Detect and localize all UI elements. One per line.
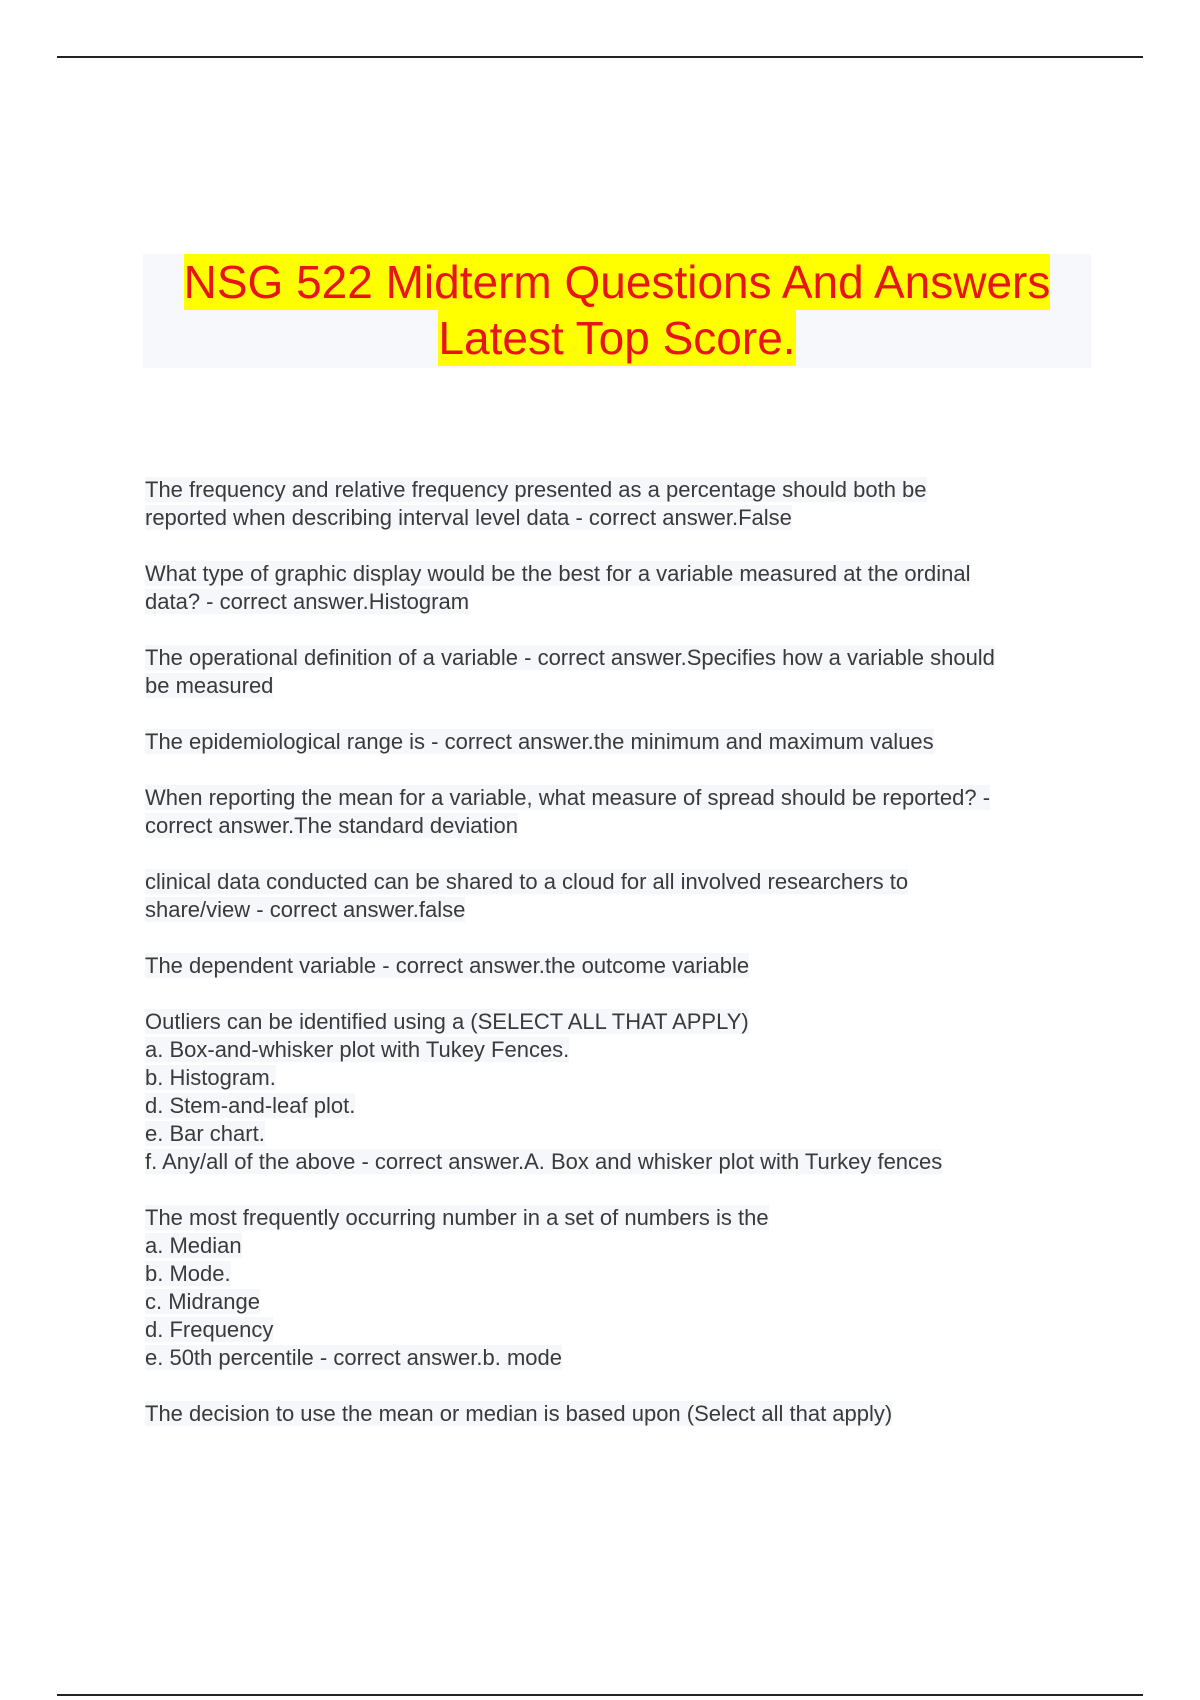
qa-line-text: be measured: [145, 673, 274, 698]
qa-line-text: What type of graphic display would be the best for a variable measured at the ordinal: [145, 561, 971, 586]
qa-line-text: b. Mode.: [145, 1261, 231, 1286]
qa-line-text: The frequency and relative frequency presented as a percentage should both be: [145, 477, 927, 502]
qa-item: [145, 952, 1095, 980]
qa-line-text: reported when describing interval level data - correct answer.False: [145, 505, 792, 530]
qa-item: [145, 1400, 1095, 1428]
qa-line-text: share/view - correct answer.false: [145, 897, 466, 922]
qa-line: [145, 1120, 1095, 1148]
qa-line-text: correct answer.The standard deviation: [145, 813, 518, 838]
qa-line-text: When reporting the mean for a variable, what measure of spread should be reported? -: [145, 785, 991, 810]
qa-item: [145, 560, 1095, 616]
title-line-2: Latest Top Score.: [438, 312, 796, 364]
qa-line: [145, 1288, 1095, 1316]
qa-line: [145, 644, 1095, 672]
qa-line-text: d. Stem-and-leaf plot.: [145, 1093, 356, 1118]
top-rule: [57, 56, 1143, 58]
qa-item: [145, 1204, 1095, 1372]
title-line-1: NSG 522 Midterm Questions And Answers: [183, 256, 1051, 308]
qa-line: [145, 1344, 1095, 1372]
qa-line-text: a. Median: [145, 1233, 242, 1258]
qa-line-text: c. Midrange: [145, 1289, 260, 1314]
qa-line-text: The dependent variable - correct answer.the outcome variable: [145, 953, 750, 978]
qa-line: [145, 1092, 1095, 1120]
qa-line-text: The most frequently occurring number in a set of numbers is the: [145, 1205, 769, 1230]
qa-line: [145, 1064, 1095, 1092]
qa-line-text: b. Histogram.: [145, 1065, 276, 1090]
qa-line: [145, 784, 1095, 812]
qa-line: [145, 476, 1095, 504]
qa-line-text: a. Box-and-whisker plot with Tukey Fences.: [145, 1037, 570, 1062]
qa-item: [145, 476, 1095, 532]
document-title: [143, 254, 1091, 368]
qa-line-text: data? - correct answer.Histogram: [145, 589, 470, 614]
qa-line: [145, 1148, 1095, 1176]
qa-line: [145, 1036, 1095, 1064]
qa-line: [145, 1232, 1095, 1260]
qa-item: [145, 644, 1095, 700]
qa-line-text: The operational definition of a variable - correct answer.Specifies how a variable should: [145, 645, 995, 670]
qa-line-text: Outliers can be identified using a (SELECT ALL THAT APPLY): [145, 1009, 749, 1034]
qa-line-text: The decision to use the mean or median is based upon (Select all that apply): [145, 1401, 893, 1426]
qa-line: [145, 1316, 1095, 1344]
qa-item: [145, 868, 1095, 924]
qa-line: [145, 896, 1095, 924]
qa-line: [145, 1260, 1095, 1288]
qa-line-text: e. 50th percentile - correct answer.b. mode: [145, 1345, 562, 1370]
bottom-rule: [57, 1694, 1143, 1696]
qa-item: [145, 784, 1095, 840]
qa-line: [145, 952, 1095, 980]
qa-line: [145, 868, 1095, 896]
qa-item: [145, 1008, 1095, 1176]
qa-line-text: d. Frequency: [145, 1317, 274, 1342]
qa-line: [145, 812, 1095, 840]
qa-line: [145, 1400, 1095, 1428]
qa-line: [145, 560, 1095, 588]
qa-line: [145, 728, 1095, 756]
qa-line: [145, 1204, 1095, 1232]
qa-line: [145, 588, 1095, 616]
qa-line-text: The epidemiological range is - correct answer.the minimum and maximum values: [145, 729, 934, 754]
qa-item: [145, 728, 1095, 756]
qa-line-text: f. Any/all of the above - correct answer.A. Box and whisker plot with Turkey fences: [145, 1149, 943, 1174]
qa-line-text: e. Bar chart.: [145, 1121, 265, 1146]
qa-line: [145, 504, 1095, 532]
qa-line: [145, 1008, 1095, 1036]
qa-line-text: clinical data conducted can be shared to a cloud for all involved researchers to: [145, 869, 909, 894]
question-answer-list: [145, 476, 1095, 1456]
qa-line: [145, 672, 1095, 700]
